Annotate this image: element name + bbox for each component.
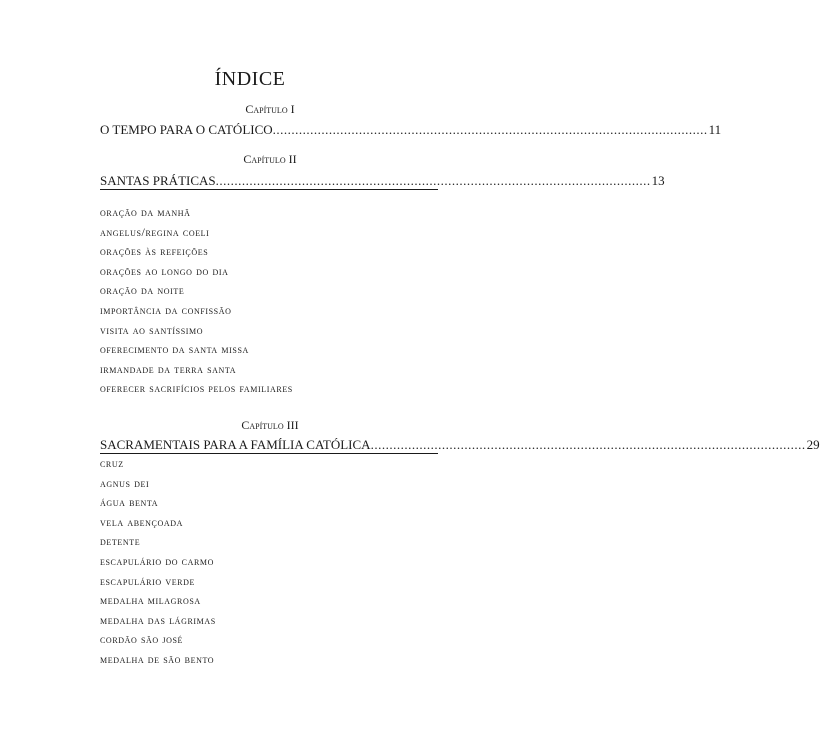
chapter-1-label [0,102,540,117]
list-item[interactable]: oferecimento da santa missa [100,342,249,357]
toc-entry-title: O TEMPO PARA O CATÓLICO [100,122,273,137]
chapter-2-item-list [100,203,293,399]
chapter-label-word: Capítulo [243,152,286,166]
list-item[interactable]: orações ao longo do dia [100,263,229,278]
list-item[interactable]: cordão são josé [100,632,184,647]
toc-entry-title: SANTAS PRÁTICAS [100,173,216,188]
list-item[interactable]: água benta [100,495,159,510]
chapter-label-word: Capítulo [241,418,284,432]
list-item[interactable]: medalha de são bento [100,651,215,666]
chapter-3-item-list [100,454,216,670]
chapter-label-word: Capítulo [245,102,288,116]
list-item[interactable]: escapulário do carmo [100,553,215,568]
page-title: ÍNDICE [214,68,286,90]
toc-entry-chapter-1[interactable] [100,122,722,138]
list-item[interactable]: detente [100,534,141,549]
toc-entry-chapter-2[interactable] [100,173,665,189]
toc-entry-page: 13 [651,173,665,188]
leader-dots: .................................................................................................................... [370,437,806,452]
toc-entry-chapter-3[interactable] [100,437,820,453]
list-item[interactable]: oração da noite [100,283,185,298]
chapter-number: III [286,418,299,432]
list-item[interactable]: orações às refeições [100,244,209,259]
chapter-2-rule [100,189,438,190]
list-item[interactable]: angelus/regina coeli [100,224,210,239]
list-item[interactable]: irmandade da terra santa [100,361,237,376]
chapter-2-label [0,152,540,167]
list-item[interactable]: oferecer sacrifícios pelos familiares [100,381,293,396]
toc-entry-page: 29 [806,437,820,452]
list-item[interactable]: medalha das lágrimas [100,612,216,627]
toc-entry-title: SACRAMENTAIS PARA A FAMÍLIA CATÓLICA [100,437,371,452]
list-item[interactable]: visita ao santíssimo [100,322,204,337]
leader-dots: .................................................................................................................... [215,173,651,188]
list-item[interactable]: importância da confissão [100,302,232,317]
list-item[interactable]: medalha milagrosa [100,593,201,608]
chapter-number: I [290,102,295,116]
list-item[interactable]: vela abençoada [100,514,183,529]
list-item[interactable]: escapulário verde [100,573,195,588]
list-item[interactable]: cruz [100,456,124,470]
list-item[interactable]: agnus dei [100,475,150,490]
list-item[interactable]: oração da manhã [100,205,191,219]
chapter-number: II [288,152,297,166]
toc-entry-page: 11 [708,122,722,137]
chapter-3-label [0,418,540,433]
leader-dots: .................................................................................................................... [272,122,708,137]
